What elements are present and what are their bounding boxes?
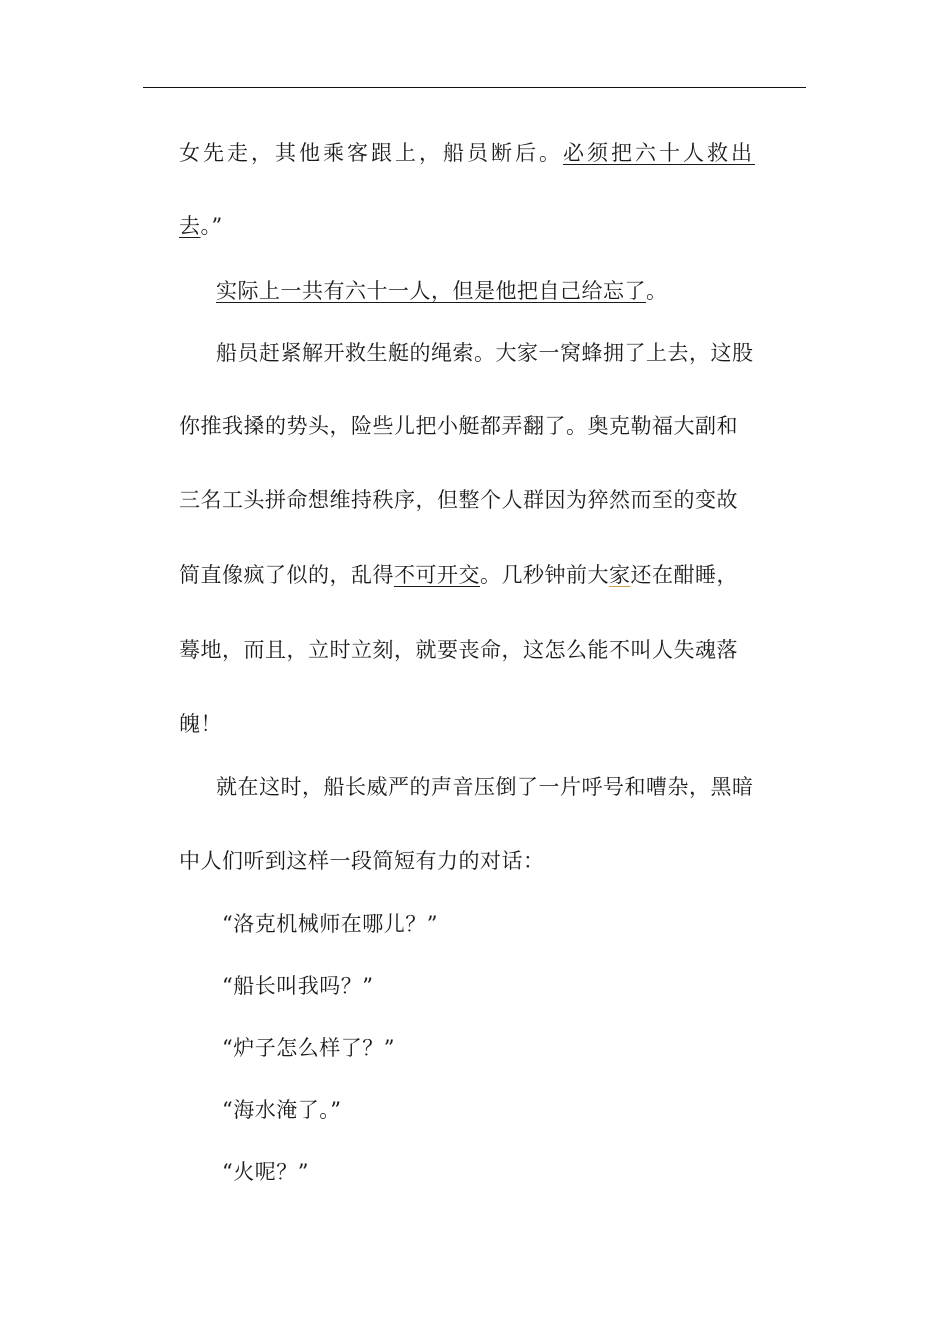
text-segment: 三名工头拼命想维持秩序，但整个人群因为猝然而至的变故 bbox=[179, 488, 738, 512]
dialogue-line-5 bbox=[222, 1158, 309, 1186]
text-segment: 简直像疯了似的，乱得 bbox=[179, 563, 394, 587]
text-line-11 bbox=[179, 847, 545, 875]
text-segment: 船员赶紧解开救生艇的绳索。大家一窝蜂拥了上去，这股 bbox=[216, 341, 754, 365]
underlined-text: 实际上一共有六十一人，但是他把自己给忘了 bbox=[216, 279, 646, 303]
marked-text: 家 bbox=[609, 563, 631, 587]
text-line-9 bbox=[179, 710, 222, 738]
text-line-7 bbox=[179, 561, 738, 589]
text-segment: 中人们听到这样一段简短有力的对话： bbox=[179, 849, 545, 873]
dialogue-line-2 bbox=[222, 972, 373, 1000]
underlined-text: 不可开交 bbox=[394, 563, 480, 587]
underlined-text: 去 bbox=[179, 214, 201, 238]
text-line-1 bbox=[179, 139, 755, 167]
text-line-8 bbox=[179, 636, 738, 664]
text-line-10 bbox=[216, 773, 754, 801]
text-segment: “炉子怎么样了？” bbox=[222, 1036, 395, 1060]
text-segment: 还在酣睡， bbox=[630, 563, 738, 587]
text-segment: 。 bbox=[646, 279, 668, 303]
text-segment: “海水淹了。” bbox=[222, 1098, 342, 1122]
dialogue-line-1 bbox=[222, 910, 438, 938]
text-segment: “洛克机械师在哪儿？” bbox=[222, 912, 438, 936]
text-segment: “船长叫我吗？” bbox=[222, 974, 374, 998]
underlined-text: 必须把六十人救出 bbox=[563, 141, 755, 165]
text-line-5 bbox=[179, 412, 738, 440]
text-line-3 bbox=[216, 277, 668, 305]
text-segment: 。几秒钟前大 bbox=[480, 563, 609, 587]
header-rule bbox=[143, 87, 806, 88]
text-segment: 。” bbox=[200, 214, 223, 238]
dialogue-line-3 bbox=[222, 1034, 395, 1062]
text-line-4 bbox=[216, 339, 754, 367]
text-segment: 魄！ bbox=[179, 712, 222, 736]
text-line-2 bbox=[179, 212, 223, 240]
text-segment: “火呢？” bbox=[222, 1160, 309, 1184]
text-segment: 女先走，其他乘客跟上，船员断后。 bbox=[179, 141, 563, 165]
text-segment: 你推我搡的势头，险些儿把小艇都弄翻了。奥克勒福大副和 bbox=[179, 414, 738, 438]
text-line-6 bbox=[179, 486, 738, 514]
dialogue-line-4 bbox=[222, 1096, 341, 1124]
text-segment: 就在这时，船长威严的声音压倒了一片呼号和嘈杂，黑暗 bbox=[216, 775, 754, 799]
text-segment: 蓦地，而且，立时立刻，就要丧命，这怎么能不叫人失魂落 bbox=[179, 638, 738, 662]
